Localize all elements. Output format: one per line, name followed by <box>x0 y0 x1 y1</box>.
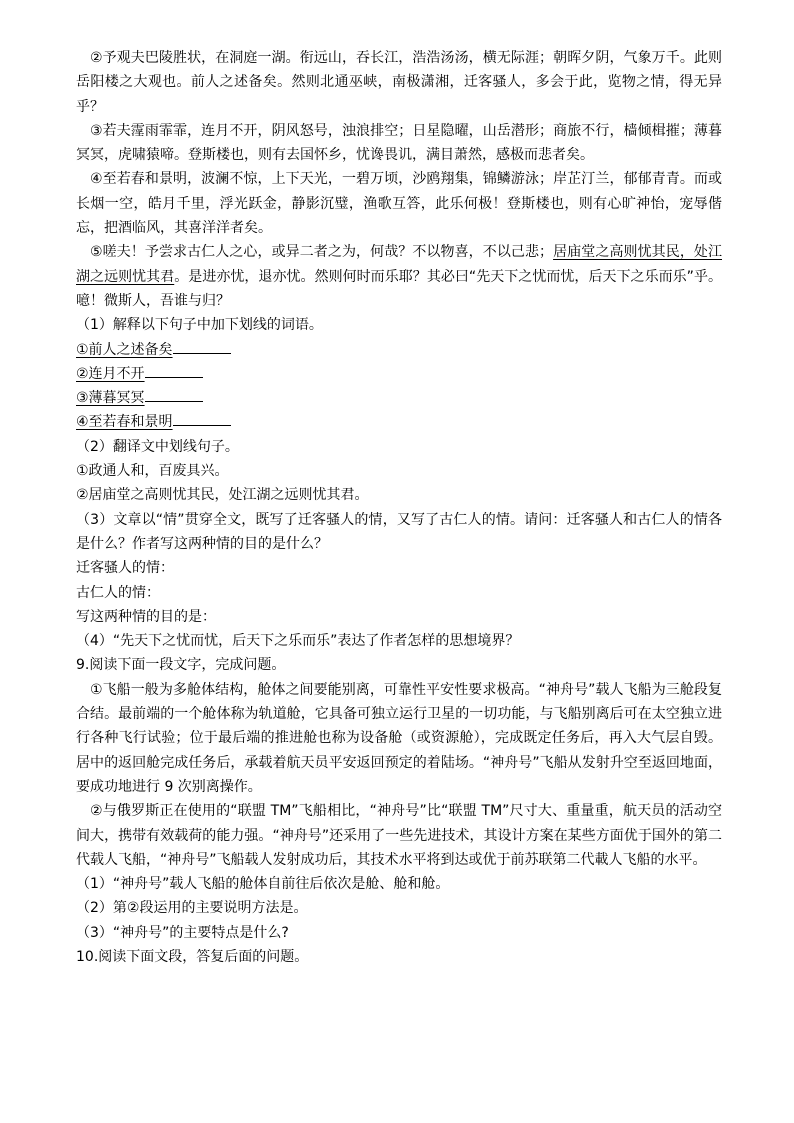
item-text: ②连月不开 <box>76 365 145 382</box>
question-3-answer-label: 迁客骚人的情： <box>76 560 174 577</box>
answer-blank[interactable] <box>145 363 203 378</box>
question-2-item: ①政通人和，百废具兴。 <box>76 463 229 480</box>
question-2-prompt: （2）翻译文中划线句子。 <box>76 438 239 455</box>
question-3-answer-label: 写这两种情的目的是： <box>76 608 216 625</box>
question-3-prompt: （3）文章以“情”贯穿全文，既写了迁客骚人的情，又写了古仁人的情。请问：迁客骚人和古仁人的情各是什么？作者写这两种情的目的是什么？ <box>76 511 722 552</box>
question-1-item <box>76 338 722 362</box>
question-2-item: ②居庙堂之高则忧其民，处江湖之远则忧其君。 <box>76 487 369 504</box>
underlined-sentence: 居庙堂之高则忧其民，处江湖之远则忧其君 <box>76 244 722 285</box>
section-10-title: 10.阅读下面文段，答复后面的问题。 <box>76 948 309 965</box>
passage-paragraph-2: ②予观夫巴陵胜状，在洞庭一湖。衔远山，吞长江，浩浩汤汤，横无际涯；朝晖夕阴，气象万千。此则岳阳楼之大观也。前人之述备矣。然则北通巫峡，南极潇湘，迁客骚人，多会于此，览物之情，得无异乎？ <box>76 50 722 115</box>
paragraph-5-text-a: ⑤嗟夫！予尝求古仁人之心，或异二者之为，何哉？不以物喜，不以己悲； <box>90 244 554 261</box>
passage-paragraph-3: ③若夫霪雨霏霏，连月不开，阴风怒号，浊浪排空；日星隐曜，山岳潜形；商旅不行，樯倾楫摧；薄暮冥冥，虎啸猿啼。登斯楼也，则有去国怀乡，忧谗畏讥，满目萧然，感极而悲者矣。 <box>76 122 722 164</box>
answer-blank[interactable] <box>173 411 231 426</box>
item-text: ④至若春和景明 <box>76 414 173 431</box>
question-1-prompt: （1）解释以下句子中加下划线的词语。 <box>76 317 323 334</box>
section-9-question-2: （2）第②段运用的主要说明方法是。 <box>76 900 308 917</box>
passage-paragraph-4: ④至若春和景明，波澜不惊，上下天光，一碧万顷，沙鸥翔集，锦鳞游泳；岸芷汀兰，郁郁青青。而或长烟一空，皓月千里，浮光跃金，静影沉璧，渔歌互答，此乐何极！登斯楼也，则有心旷神怡，宠辱偕忘，把酒临风，其喜洋洋者矣。 <box>76 171 722 237</box>
question-4-prompt: （4）“先天下之忧而忧，后天下之乐而乐”表达了作者怎样的思想境界？ <box>76 633 520 650</box>
document-page <box>76 46 722 969</box>
question-1-item <box>76 410 722 434</box>
section-9-question-3: （3）“神舟号”的主要特点是什么? <box>76 924 289 941</box>
section-9-paragraph-2: ②与俄罗斯正在使用的“联盟 TM”飞船相比，“神舟号”比“联盟 TM”尺寸大、重量重，航天员的活动空间大，携带有效载荷的能力强。“神舟号”还采用了一些先进技术，其设计方案在某些方面优于国外的第二代载人飞船，“神舟号”飞船载人发射成功后，其技术水平将到达或优于前苏联第二代載人飞船的水平。 <box>76 803 722 868</box>
answer-blank[interactable] <box>173 339 231 354</box>
item-text: ①前人之述备矣 <box>76 341 173 358</box>
passage-paragraph-5 <box>76 240 722 313</box>
question-1-item <box>76 362 722 386</box>
question-3-answer-label: 古仁人的情： <box>76 584 160 601</box>
paragraph-5-text-b: 。是进亦忧，退亦忧。然则何时而乐耶？其必曰“先天下之忧而忧，后天下之乐而乐”乎。噫！微斯人，吾谁与归？ <box>76 268 722 309</box>
section-9-title: 9.阅读下面一段文字，完成问题。 <box>76 657 286 674</box>
item-text: ③薄暮冥冥 <box>76 390 145 407</box>
answer-blank[interactable] <box>145 387 203 402</box>
question-1-item <box>76 386 722 410</box>
section-9-question-1: （1）“神舟号”载人飞船的舱体自前往后依次是舱、舱和舱。 <box>76 876 450 893</box>
section-9-paragraph-1: ①飞船一般为多舱体结构，舱体之间要能别离，可靠性平安性要求极高。“神舟号”载人飞船为三舱段复合结。最前端的一个舱体称为轨道舱，它具备可独立运行卫星的一切功能，与飞船别离后可在太空独立进行各种飞行试验；位于最后端的推进舱也称为设备舱（或资源舱），完成既定任务后，再入大气层自毁。居中的返回舱完成任务后，承载着航天员平安返回预定的着陆场。“神舟号”飞船从发射升空至返回地面，要成功地进行 9 次别离操作。 <box>76 681 722 795</box>
